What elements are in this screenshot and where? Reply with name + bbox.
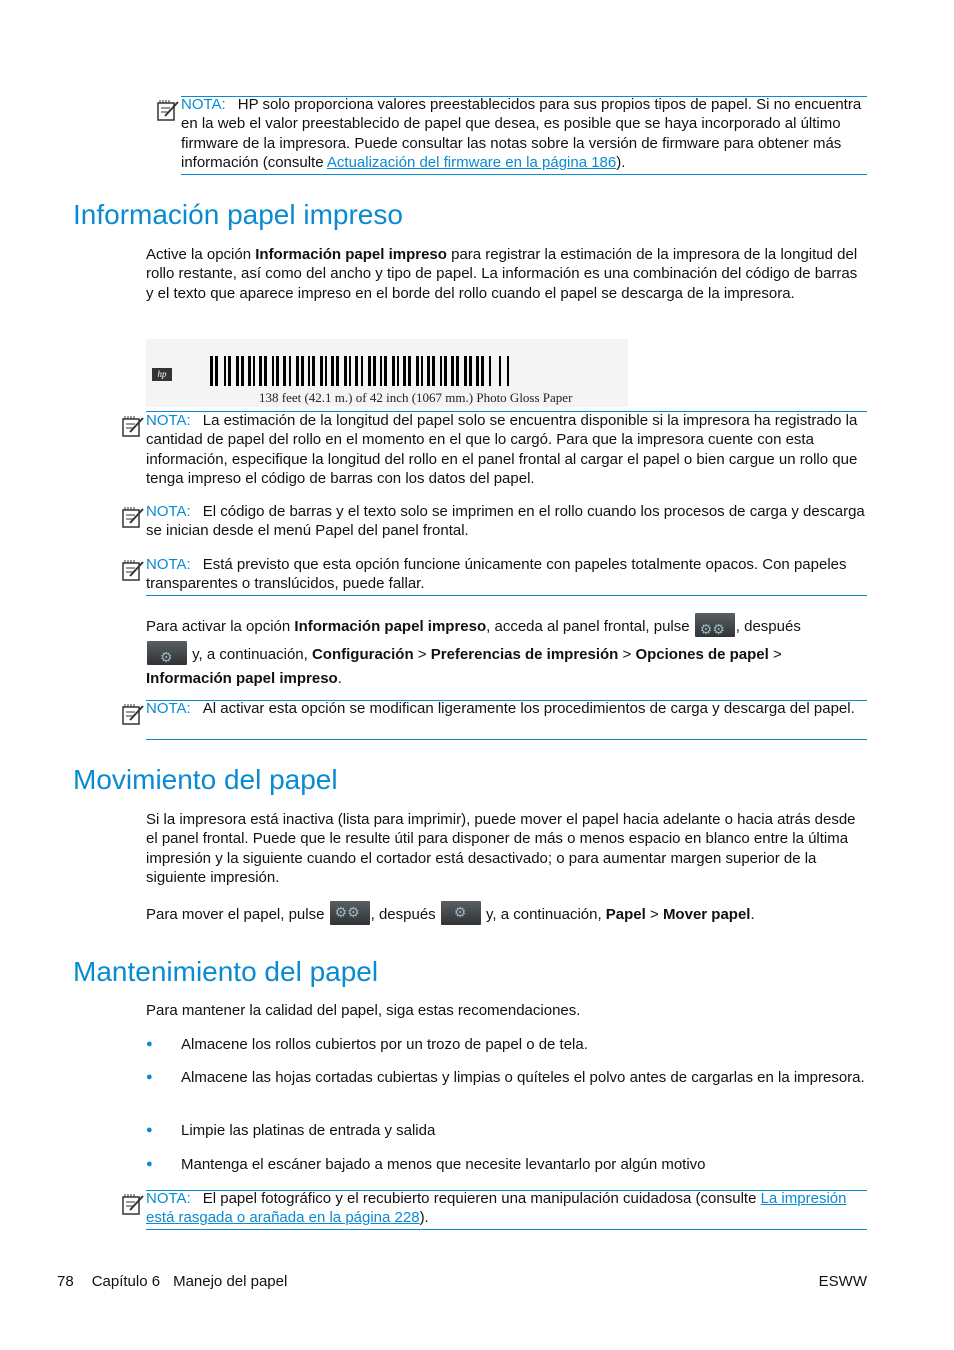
gear-button-icon: ⚙ xyxy=(441,901,481,925)
barcode-bar xyxy=(397,356,399,386)
barcode-bar xyxy=(469,356,472,386)
note-icon xyxy=(156,99,180,121)
barcode-bar xyxy=(444,356,447,386)
heading-movimiento-del-papel: Movimiento del papel xyxy=(73,764,338,795)
footer-left: 78 Capítulo 6 Manejo del papel xyxy=(57,1273,288,1290)
barcode-bar xyxy=(451,356,454,386)
barcode-bar xyxy=(408,356,411,386)
barcode-bar xyxy=(215,356,218,386)
scratched-print-link[interactable]: La impresión está rasgada o arañada en la página 228 xyxy=(146,1190,847,1227)
note-barcode-print: NOTA: El código de barras y el texto solo se imprimen en el rollo cuando los procesos de carga y descarga se inician desde el menú Papel del panel frontal. xyxy=(146,503,865,540)
barcode-bar xyxy=(283,356,286,386)
barcode-bar xyxy=(456,356,459,386)
barcode-bar xyxy=(210,356,213,386)
paragraph: Si la impresora está inactiva (lista para imprimir), puede mover el papel hacia adelante o hacia atrás desde el panel frontal. Puede que le resulte útil para disponer de más o menos espacio en blanco entre la última impresión y la siguiente cuando el cortador está desactivado; o para aumentar margen superior de la siguiente impresión. xyxy=(146,811,856,887)
barcode-bar xyxy=(276,356,279,386)
barcode-bar xyxy=(392,356,395,386)
note-length-estimate: NOTA: La estimación de la longitud del papel solo se encuentra disponible si la impresora ha registrado la cantidad de papel del rollo en el momento en el que lo cargó. Para que la impresora cuente con esta información, especifique la longitud del rollo en el panel frontal al cargar el papel o bien cargue un rollo que tenga impreso el código de barras con los datos del papel. xyxy=(146,412,858,488)
barcode-bar xyxy=(308,356,310,386)
barcode-bar xyxy=(248,356,251,386)
barcode-bar xyxy=(355,356,358,386)
note-opaque: NOTA: Está previsto que esta opción funcione únicamente con papeles totalmente opacos. Con papeles transparentes o translúcidos, puede fallar. xyxy=(146,556,847,593)
paragraph-activate: Para activar la opción Información papel impreso, acceda al panel frontal, pulse ⚙⚙ , después ⚙ y, a continuación, Configuración > Preferencias de impresión > Opciones de papel > Información papel impreso. xyxy=(146,613,836,697)
barcode-bar xyxy=(320,356,323,386)
barcode-text: 138 feet (42.1 m.) of 42 inch (1067 mm.) Photo Gloss Paper xyxy=(259,390,573,405)
barcode-bar xyxy=(301,356,304,386)
barcode-bar xyxy=(476,356,479,386)
barcode-bar xyxy=(416,356,419,386)
barcode-bar xyxy=(384,356,387,386)
bullet-icon: ● xyxy=(146,1124,153,1136)
hp-logo: hp xyxy=(152,368,172,381)
barcode-bar xyxy=(241,356,244,386)
barcode-bar xyxy=(373,356,376,386)
heading-informacion-papel-impreso: Información papel impreso xyxy=(73,199,403,230)
list-item: Almacene los rollos cubiertos por un trozo de papel o de tela. xyxy=(181,1036,588,1053)
footer-right: ESWW xyxy=(818,1273,867,1290)
note-label: NOTA: xyxy=(181,96,226,113)
barcode-bar xyxy=(228,356,231,386)
note-icon xyxy=(121,506,145,528)
barcode-bar xyxy=(224,356,226,386)
note-icon xyxy=(121,1193,145,1215)
gear-button-icon: ⚙ xyxy=(147,641,187,665)
note-icon xyxy=(121,703,145,725)
barcode-bar xyxy=(499,356,501,386)
barcode-bars xyxy=(210,356,628,386)
barcode-bar xyxy=(464,356,467,386)
barcode-bar xyxy=(296,356,299,386)
barcode-bar xyxy=(481,356,484,386)
barcode-bar xyxy=(272,356,274,386)
bullet-icon: ● xyxy=(146,1158,153,1170)
firmware-link[interactable]: Actualización del firmware en la página 186 xyxy=(326,154,617,172)
barcode-bar xyxy=(403,356,406,386)
note-firmware: NOTA: HP solo proporciona valores preestablecidos para sus propios tipos de papel. Si no encuentra en la web el valor preestablecido de papel que desea, es posible que se haya incorporado al último firmware de la impresora. Puede consultar las notas sobre la versión de firmware para obtener más información (consulte Actualización del firmware en la página 186). xyxy=(181,96,862,172)
barcode-bar xyxy=(427,356,430,386)
barcode-bar xyxy=(264,356,267,386)
barcode-bar xyxy=(380,356,382,386)
paragraph: Active la opción Información papel impreso para registrar la estimación de la impresora de la longitud del rollo restante, así como del ancho y tipo de papel. La información es una combinación del código de barras y el texto que aparece impreso en el borde del rollo cuando el papel se descarga de la impresora. xyxy=(146,246,858,302)
bullet-icon: ● xyxy=(146,1071,153,1083)
barcode-image xyxy=(146,339,628,407)
heading-mantenimiento-del-papel: Mantenimiento del papel xyxy=(73,956,379,987)
barcode-bar xyxy=(289,356,291,386)
barcode-bar xyxy=(259,356,262,386)
list-item: Almacene las hojas cortadas cubiertas y limpias o quíteles el polvo antes de cargarlas en la impresora. xyxy=(181,1069,865,1086)
barcode-bar xyxy=(312,356,315,386)
barcode-bar xyxy=(336,356,339,386)
settings-gears-button-icon: ⚙⚙ xyxy=(330,901,370,925)
note-icon xyxy=(121,559,145,581)
barcode-bar xyxy=(440,356,442,386)
barcode-bar xyxy=(361,356,363,386)
page-number: 78 xyxy=(57,1273,74,1290)
barcode-bar xyxy=(236,356,239,386)
barcode-bar xyxy=(489,356,491,386)
paragraph: Para mantener la calidad del papel, siga estas recomendaciones. xyxy=(146,1002,581,1019)
bullet-icon: ● xyxy=(146,1038,153,1050)
barcode-bar xyxy=(253,356,255,386)
barcode-bar xyxy=(432,356,435,386)
note-activate-option: NOTA: Al activar esta opción se modifican ligeramente los procedimientos de carga y descarga del papel. xyxy=(146,700,855,717)
barcode-bar xyxy=(325,356,327,386)
settings-gears-button-icon: ⚙⚙ xyxy=(695,613,735,637)
list-item: Limpie las platinas de entrada y salida xyxy=(181,1122,436,1139)
paragraph-move: Para mover el papel, pulse ⚙⚙ , después ⚙ y, a continuación, Papel > Mover papel. xyxy=(146,905,868,925)
barcode-bar xyxy=(349,356,351,386)
barcode-bar xyxy=(421,356,423,386)
list-item: Mantenga el escáner bajado a menos que necesite levantarlo por algún motivo xyxy=(181,1156,706,1173)
barcode-bar xyxy=(368,356,371,386)
note-icon xyxy=(121,415,145,437)
note-photo-paper: NOTA: El papel fotográfico y el recubierto requieren una manipulación cuidadosa (consulte La impresión está rasgada o arañada en la página 228). xyxy=(146,1190,847,1227)
barcode-bar xyxy=(344,356,347,386)
barcode-bar xyxy=(331,356,334,386)
barcode-bar xyxy=(507,356,509,386)
